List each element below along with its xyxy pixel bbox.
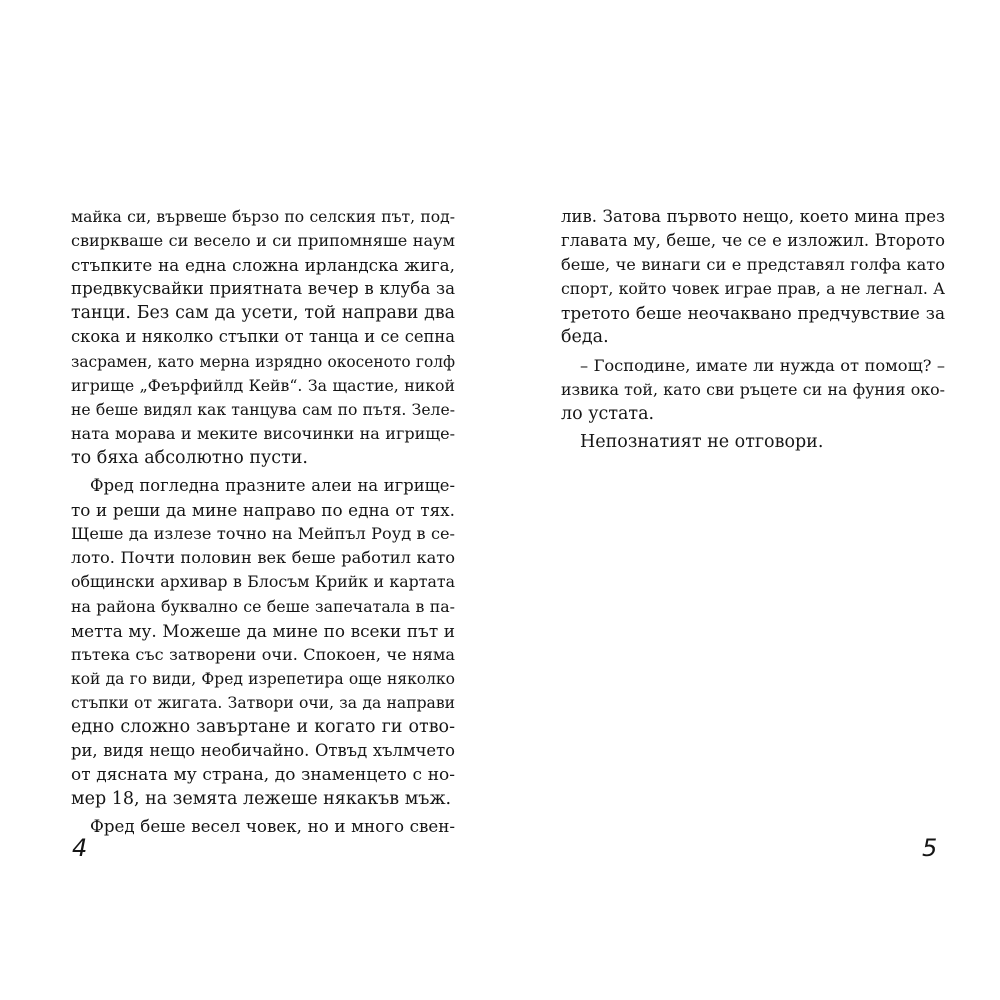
page-number: 4 [72,834,88,862]
text-line: – Господине, имате ли нужда от помощ? – [580,355,945,375]
right-page-text [561,205,945,458]
text-line: Фред погледна празните алеи на игрище- [90,476,455,496]
text-line: Щеше да излезе точно на Мейпъл Роуд в се- [71,524,455,544]
text-line: засрамен, като мерна изрядно окосеното голф [71,352,455,371]
right-page [500,0,1000,1000]
text-line: ло устата. [561,403,655,424]
text-line: лив. Затова първото нещо, което мина през [561,207,945,226]
text-line: на района буквално се беше запечатала в па- [71,596,455,616]
text-line: мер 18, на земята лежеше някакъв мъж. [71,789,452,810]
text-line: игрище „Феърфийлд Кейв“. За щастие, никой [71,375,455,395]
paragraph [71,815,455,839]
text-line: общински архивар в Блосъм Крийк и картата [71,572,455,592]
page-number: 5 [922,834,938,862]
text-line: главата му, беше, че се е изложил. Второто [561,231,945,251]
text-line: стъпки от жигата. Затвори очи, за да направи [71,693,455,712]
text-line: Фред беше весел човек, но и много свен- [90,817,455,837]
text-line: скока и няколко стъпки от танца и се сепна [71,327,455,347]
paragraph [561,354,945,426]
text-line: то бяха абсолютно пусти. [71,447,308,468]
text-line: спорт, който човек играе прав, а не легнал. А [561,279,945,299]
text-line: ри, видя нещо необичайно. Отвъд хълмчето [71,741,455,761]
text-line: беше, че винаги си е представял голфа като [561,255,945,275]
text-line: то и реши да мине направо по една от тях. [71,500,455,521]
text-line: пътека със затворени очи. Спокоен, че няма [71,644,455,664]
text-line: танци. Без сам да усети, той направи два [71,303,455,324]
text-line: майка си, вървеше бързо по селския път, под- [71,208,455,226]
text-line: стъпките на една сложна ирландска жига, [71,255,455,276]
text-line: Непознатият не отговори. [580,431,824,452]
text-line: ната морава и меките височинки на игрище- [71,423,455,443]
text-line: предвкусвайки приятната вечер в клуба за [71,279,455,299]
paragraph [71,474,455,811]
text-line: беда. [561,327,609,348]
text-line: кой да го види, Фред изрепетира още няколко [71,669,455,688]
paragraph [71,205,455,470]
text-line: не беше видял как танцува сам по пътя. Зеле- [71,400,455,419]
text-line: извика той, като сви ръцете си на фуния око- [561,379,945,399]
text-line: третото беше неочаквано предчувствие за [561,303,945,324]
text-line: метта му. Можеше да мине по всеки път и [71,620,455,641]
text-line: от дясната му страна, до знаменцето с но- [71,765,455,786]
paragraph [561,205,945,350]
text-line: лото. Почти половин век беше работил като [71,548,455,568]
paragraph [561,430,945,454]
text-line: едно сложно завъртане и когато ги отво- [71,716,455,737]
left-page-text [71,205,455,843]
text-line: свиркваше си весело и си припомняше наум [71,231,455,251]
